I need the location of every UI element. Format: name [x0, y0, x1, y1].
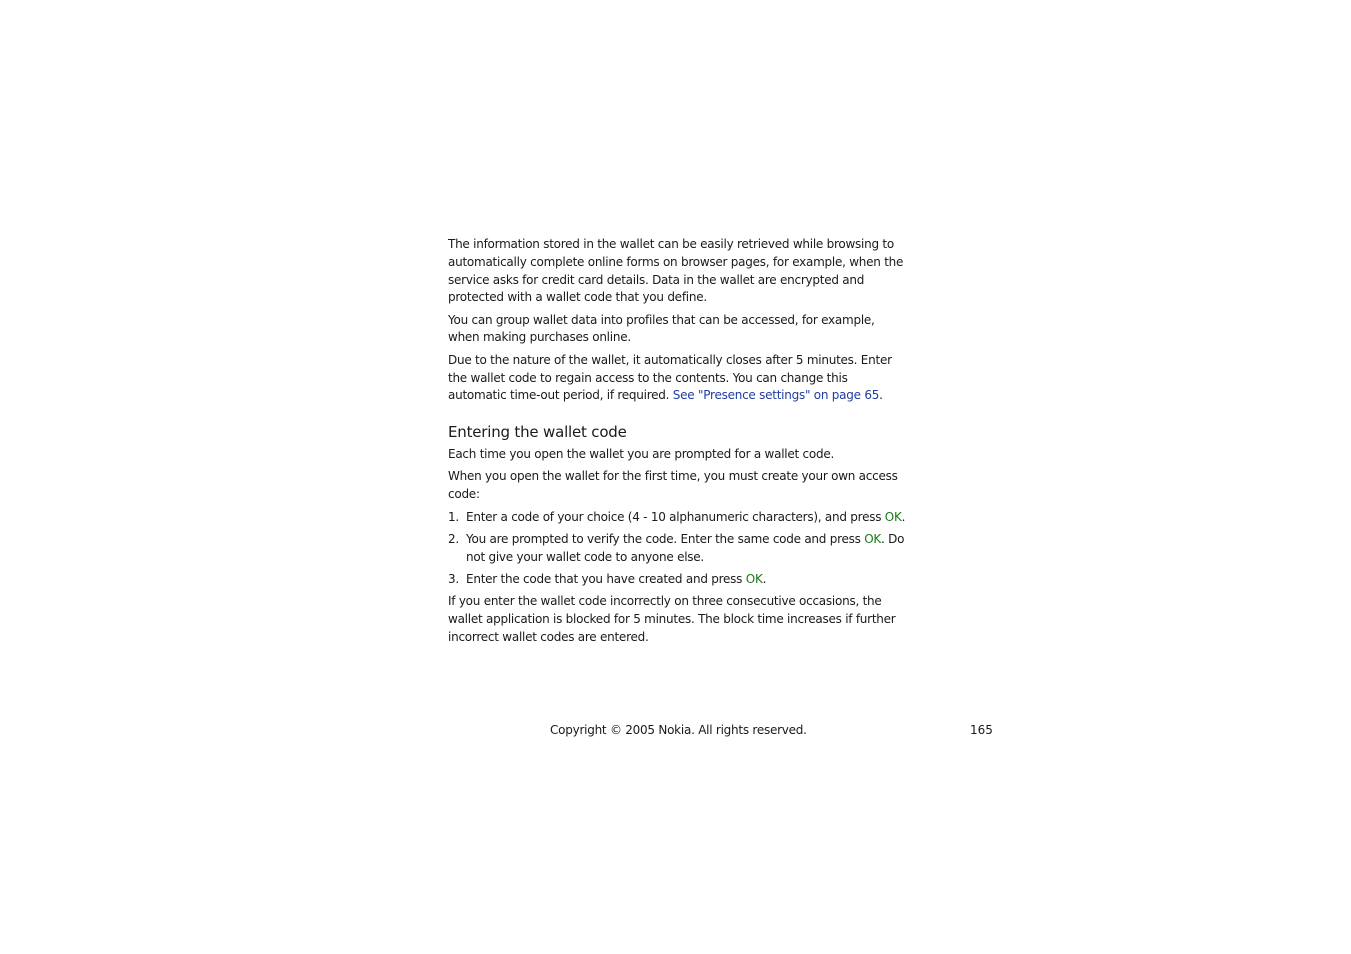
list-item — [448, 531, 908, 567]
ok-softkey: OK — [864, 531, 882, 546]
step-after: . Do not give your wallet code to anyone else. — [466, 531, 905, 564]
intro-paragraph-2: You can group wallet data into profiles that can be accessed, for example, when making purchases online. — [448, 312, 875, 345]
intro-paragraph-3-end: . — [879, 388, 883, 403]
step-number: 3. — [448, 571, 459, 586]
step-text: You are prompted to verify the code. Enter the same code and press — [466, 531, 865, 546]
section-paragraph-1: Each time you open the wallet you are prompted for a wallet code. — [448, 447, 835, 462]
page-number: 165 — [970, 723, 993, 737]
ok-softkey: OK — [884, 509, 902, 524]
step-text: Enter a code of your choice (4 - 10 alphanumeric characters), and press — [466, 509, 885, 524]
section-heading: Entering the wallet code — [448, 423, 627, 442]
intro-paragraph-3 — [448, 352, 908, 405]
footer-copyright: Copyright © 2005 Nokia. All rights reserved. — [550, 723, 807, 737]
ok-softkey: OK — [745, 571, 763, 586]
presence-settings-link[interactable]: See "Presence settings" on page 65 — [672, 388, 880, 403]
step-number: 2. — [448, 531, 459, 546]
steps-list — [448, 509, 908, 589]
list-item — [448, 571, 908, 589]
section-paragraph-2: When you open the wallet for the first time, you must create your own access code: — [448, 469, 898, 502]
list-item — [448, 509, 908, 527]
intro-paragraph-1: The information stored in the wallet can be easily retrieved while browsing to automatically complete online forms on browser pages, for example, when the service asks for credit card details. Data in the wallet are encrypted and protected with a wallet code that you define. — [448, 237, 904, 305]
step-after: . — [762, 571, 767, 586]
intro-paragraph-3-text: Due to the nature of the wallet, it automatically closes after 5 minutes. Enter the wallet code to regain access to the contents. You can change this automatic time-out period, if required. — [448, 352, 892, 403]
step-number: 1. — [448, 509, 459, 524]
section-paragraph-3: If you enter the wallet code incorrectly on three consecutive occasions, the wallet application is blocked for 5 minutes. The block time increases if further incorrect wallet codes are entered. — [448, 594, 896, 644]
step-text: Enter the code that you have created and press — [466, 571, 746, 586]
page-content — [448, 236, 908, 651]
step-after: . — [901, 509, 906, 524]
